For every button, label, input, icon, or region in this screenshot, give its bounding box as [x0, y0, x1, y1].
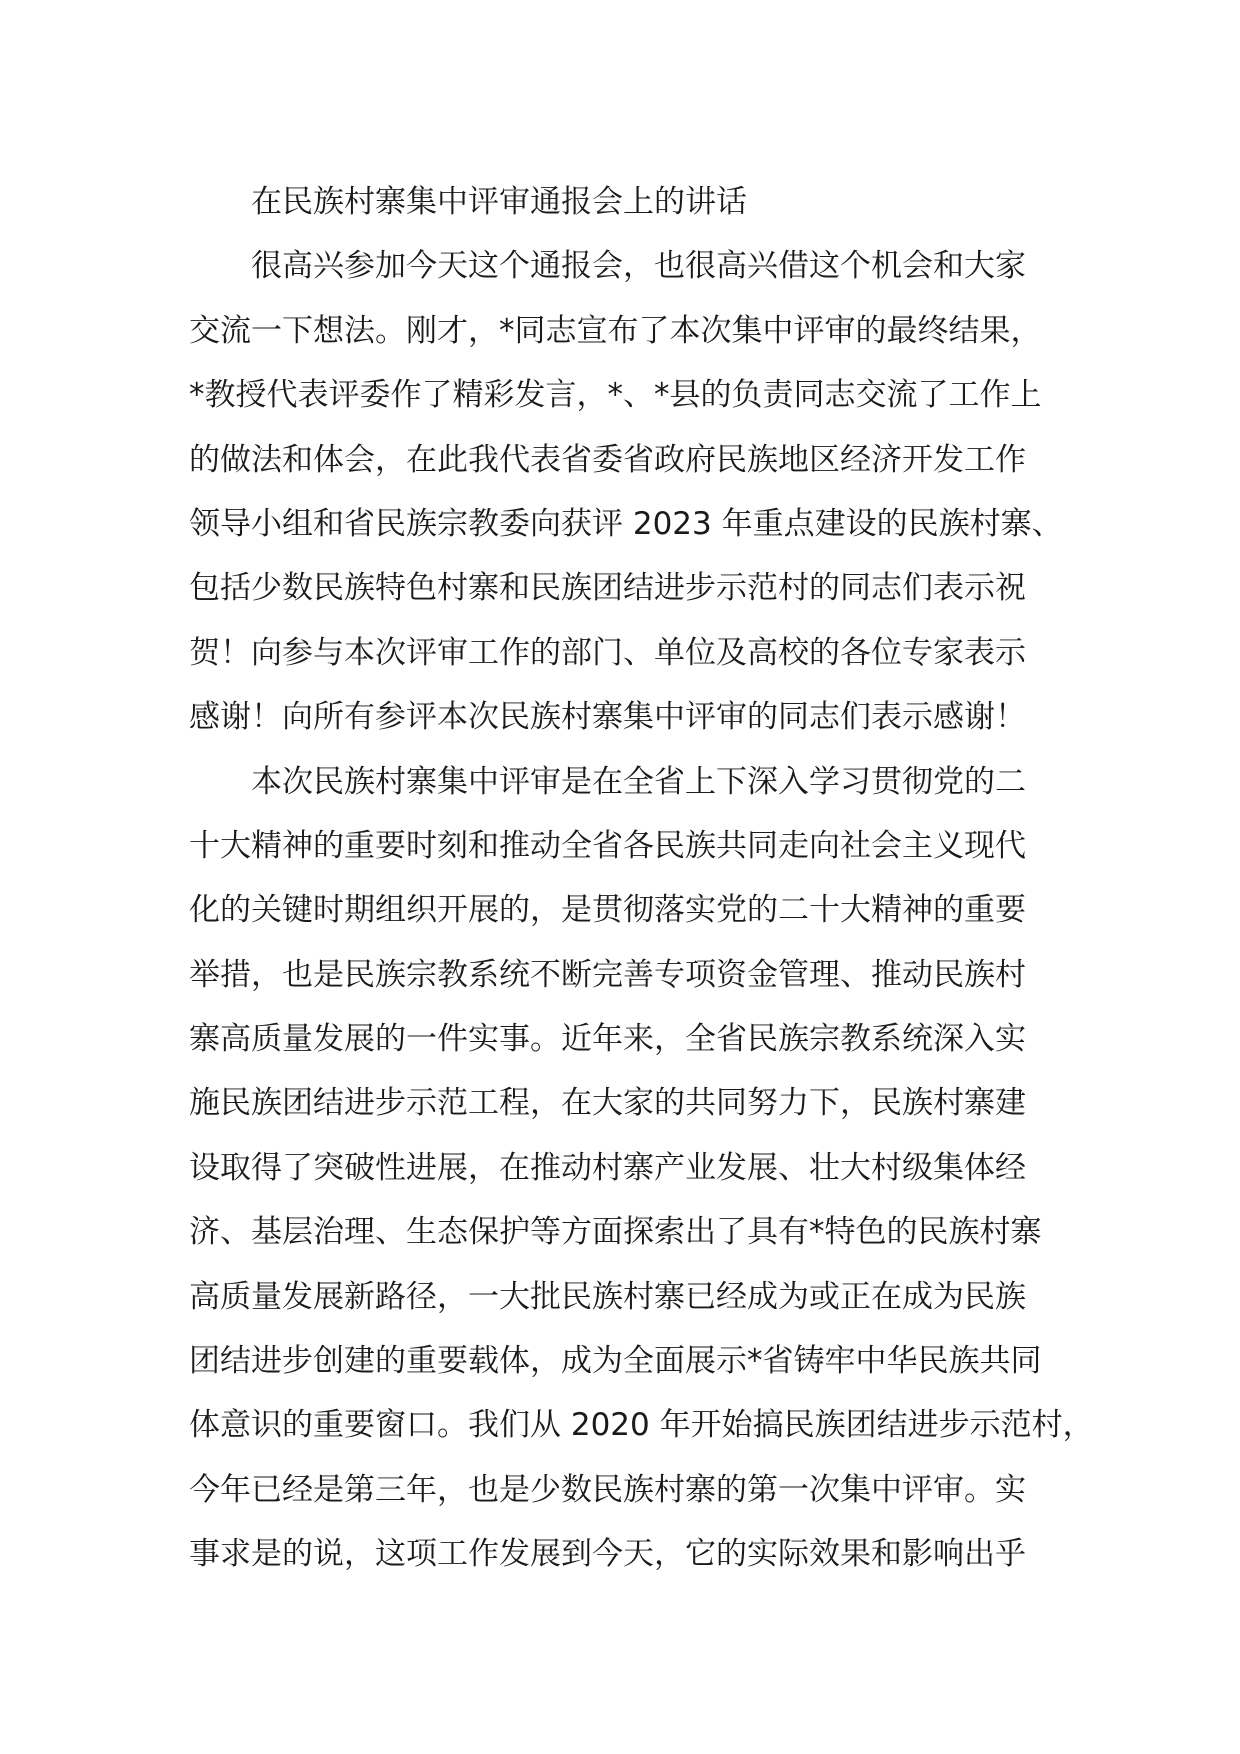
text-line: 包括少数民族特色村寨和民族团结进步示范村的同志们表示祝	[189, 570, 1026, 607]
text-line: 举措，也是民族宗教系统不断完善专项资金管理、推动民族村	[189, 956, 1026, 993]
text-line: 团结进步创建的重要载体，成为全面展示*省铸牢中华民族共同	[189, 1343, 1042, 1380]
speech-text	[189, 170, 1094, 1587]
text-line: *教授代表评委作了精彩发言，*、*县的负责同志交流了工作上	[189, 377, 1042, 414]
text-line: 本次民族村寨集中评审是在全省上下深入学习贯彻党的二	[251, 763, 1026, 800]
text-line: 今年已经是第三年，也是少数民族村寨的第一次集中评审。实	[189, 1471, 1026, 1508]
text-line: 设取得了突破性进展，在推动村寨产业发展、壮大村级集体经	[189, 1149, 1026, 1186]
text-line: 事求是的说，这项工作发展到今天，它的实际效果和影响出乎	[189, 1536, 1026, 1573]
text-line: 体意识的重要窗口。我们从 2020 年开始搞民族团结进步示范村，	[189, 1407, 1094, 1444]
text-line: 贺！向参与本次评审工作的部门、单位及高校的各位专家表示	[189, 634, 1026, 671]
text-line: 领导小组和省民族宗教委向获评 2023 年重点建设的民族村寨、	[189, 505, 1063, 542]
text-line: 很高兴参加今天这个通报会，也很高兴借这个机会和大家	[251, 248, 1026, 285]
text-line: 的做法和体会，在此我代表省委省政府民族地区经济开发工作	[189, 441, 1026, 478]
text-line: 化的关键时期组织开展的，是贯彻落实党的二十大精神的重要	[189, 892, 1026, 929]
text-line: 施民族团结进步示范工程，在大家的共同努力下，民族村寨建	[189, 1085, 1026, 1122]
speech-title: 在民族村寨集中评审通报会上的讲话	[251, 184, 747, 220]
text-line: 高质量发展新路径，一大批民族村寨已经成为或正在成为民族	[189, 1278, 1026, 1315]
text-line: 寨高质量发展的一件实事。近年来，全省民族宗教系统深入实	[189, 1021, 1026, 1058]
text-line: 感谢！向所有参评本次民族村寨集中评审的同志们表示感谢！	[189, 699, 1026, 736]
text-line: 十大精神的重要时刻和推动全省各民族共同走向社会主义现代	[189, 827, 1026, 864]
text-line: 济、基层治理、生态保护等方面探索出了具有*特色的民族村寨	[189, 1214, 1042, 1251]
text-line: 交流一下想法。刚才，*同志宣布了本次集中评审的最终结果，	[189, 312, 1042, 349]
